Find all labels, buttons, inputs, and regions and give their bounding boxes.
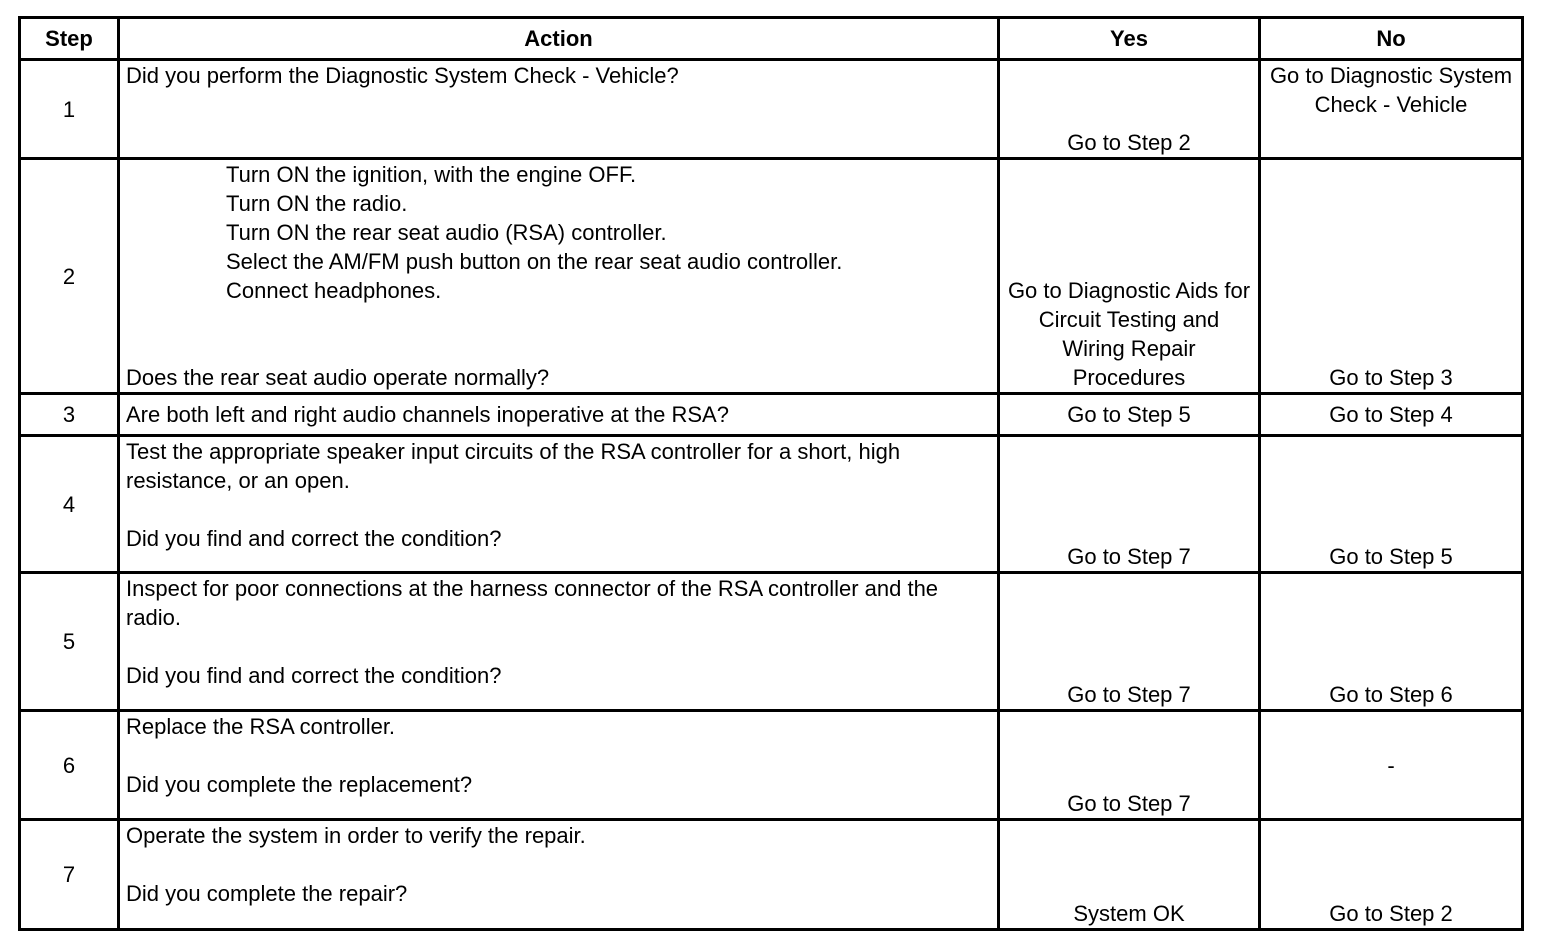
action-cell <box>119 820 999 930</box>
diagnostic-table <box>18 16 1524 931</box>
action-text: Test the appropriate speaker input circuits of the RSA controller for a short, high resistance, or an open. <box>126 439 901 493</box>
action-question: Did you find and correct the condition? <box>126 526 502 551</box>
action-question: Does the rear seat audio operate normally? <box>126 365 550 390</box>
no-result: Go to Step 3 <box>1260 159 1523 394</box>
table-row <box>20 820 1523 930</box>
step-number: 7 <box>20 820 119 930</box>
yes-result: System OK <box>999 820 1260 930</box>
step-number: 3 <box>20 394 119 436</box>
no-result: - <box>1260 711 1523 820</box>
header-step: Step <box>20 18 119 60</box>
table-row <box>20 573 1523 711</box>
step-number: 2 <box>20 159 119 394</box>
action-text: Are both left and right audio channels inoperative at the RSA? <box>119 394 999 436</box>
step-number: 1 <box>20 60 119 159</box>
header-row <box>20 18 1523 60</box>
table-row <box>20 436 1523 573</box>
action-cell <box>119 711 999 820</box>
header-yes: Yes <box>999 18 1260 60</box>
action-question: Did you complete the repair? <box>126 881 408 906</box>
action-question: Did you complete the replacement? <box>126 772 473 797</box>
substep-item: Turn ON the radio. <box>226 191 408 216</box>
no-result: Go to Step 4 <box>1260 394 1523 436</box>
yes-result: Go to Diagnostic Aids for Circuit Testing and Wiring Repair Procedures <box>999 159 1260 394</box>
table-row <box>20 60 1523 159</box>
no-result: Go to Step 6 <box>1260 573 1523 711</box>
substep-list <box>126 160 991 305</box>
action-question: Did you find and correct the condition? <box>126 663 502 688</box>
substep-item: Turn ON the rear seat audio (RSA) controller. <box>226 220 667 245</box>
step-number: 4 <box>20 436 119 573</box>
header-no: No <box>1260 18 1523 60</box>
yes-result: Go to Step 5 <box>999 394 1260 436</box>
yes-result: Go to Step 2 <box>999 60 1260 159</box>
yes-result: Go to Step 7 <box>999 436 1260 573</box>
header-action: Action <box>119 18 999 60</box>
step-number: 6 <box>20 711 119 820</box>
no-result: Go to Step 5 <box>1260 436 1523 573</box>
action-text: Inspect for poor connections at the harness connector of the RSA controller and the radio. <box>126 576 939 630</box>
action-text: Replace the RSA controller. <box>126 714 396 739</box>
no-result: Go to Step 2 <box>1260 820 1523 930</box>
step-number: 5 <box>20 573 119 711</box>
substep-item: Select the AM/FM push button on the rear seat audio controller. <box>226 249 843 274</box>
no-result: Go to Diagnostic System Check - Vehicle <box>1260 60 1523 159</box>
table-row <box>20 711 1523 820</box>
yes-result: Go to Step 7 <box>999 711 1260 820</box>
action-cell <box>119 573 999 711</box>
table-row <box>20 394 1523 436</box>
action-cell <box>119 159 999 394</box>
action-text: Did you perform the Diagnostic System Check - Vehicle? <box>119 60 999 159</box>
action-text: Operate the system in order to verify the repair. <box>126 823 586 848</box>
substep-item: Connect headphones. <box>226 278 442 303</box>
table-row <box>20 159 1523 394</box>
substep-item: Turn ON the ignition, with the engine OFF. <box>226 162 637 187</box>
yes-result: Go to Step 7 <box>999 573 1260 711</box>
action-cell <box>119 436 999 573</box>
